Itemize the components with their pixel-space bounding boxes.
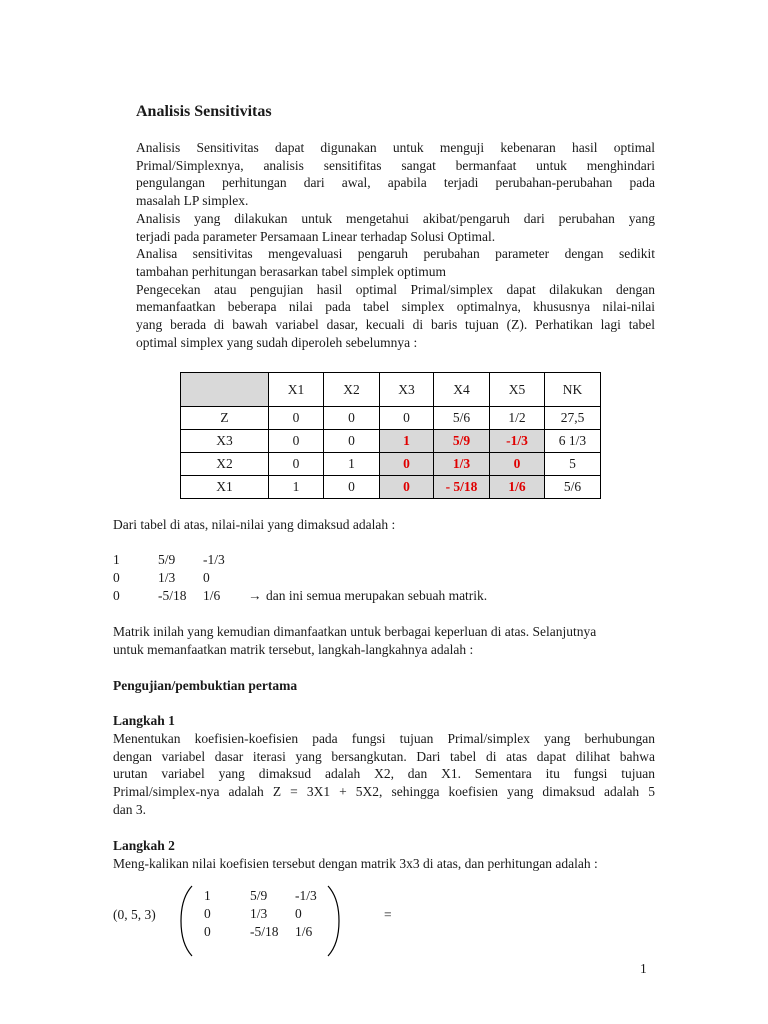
matrix-cell: 1/6: [203, 588, 221, 603]
matrix-cell: -1/3: [295, 888, 317, 903]
table-header-cell: NK: [545, 373, 601, 407]
matrix-cell: 0: [204, 924, 211, 939]
table-cell: 0: [324, 407, 380, 430]
table-cell: 6 1/3: [545, 430, 601, 453]
text-line: Analisis Sensitivitas dapat digunakan untuk menguji kebenaran hasil optimal: [136, 140, 655, 155]
text-line: Pengecekan atau pengujian hasil optimal Primal/simplex dapat dilakukan dengan: [136, 281, 655, 297]
table-cell: 0: [380, 407, 434, 430]
text-line: dan 3.: [113, 801, 146, 817]
text-line: terjadi pada parameter Persamaan Linear terhadap Solusi Optimal.: [136, 228, 496, 244]
left-parenthesis-icon: [178, 884, 196, 958]
table-cell-highlighted: -1/3: [490, 430, 545, 453]
matrix-cell: 0: [203, 570, 210, 585]
matrix-cell: 1/3: [250, 906, 268, 921]
matrix-cell: 1/6: [295, 924, 313, 939]
table-cell-highlighted: 5/9: [434, 430, 490, 453]
table-cell: 5/6: [434, 407, 490, 430]
arrow-icon: →: [248, 588, 262, 603]
table-cell: 0: [324, 430, 380, 453]
table-cell: 0: [269, 430, 324, 453]
table-header-cell: [181, 373, 269, 407]
table-cell: 5: [545, 453, 601, 476]
text-line: urutan variabel yang dimaksud adalah X2, dan X1. Sementara itu fungsi tujuan: [113, 766, 655, 782]
text-line: masalah LP simplex.: [136, 193, 249, 209]
step2-text: Meng-kalikan nilai koefisien tersebut dengan matrik 3x3 di atas, dan perhitungan adalah :: [113, 856, 598, 871]
table-cell-highlighted: 1/6: [490, 476, 545, 499]
text-line: Analisis yang dilakukan untuk mengetahui akibat/pengaruh dari perubahan yang: [136, 210, 655, 226]
table-cell: X1: [181, 476, 269, 499]
table-row: [181, 407, 601, 430]
step1-paragraph: [113, 730, 655, 819]
after-table-text: Dari tabel di atas, nilai-nilai yang dimaksud adalah :: [113, 517, 396, 532]
table-header-cell: X2: [324, 373, 380, 407]
table-row: [181, 430, 601, 453]
equals-sign: =: [384, 907, 392, 922]
text-line: yang berada di bawah variabel dasar, kecuali di baris tujuan (Z). Perhatikan lagi tabel: [136, 317, 655, 333]
text-line: pengulangan perhitungan dari awal, apabila terjadi perubahan-perubahan pada: [136, 175, 655, 191]
table-cell: 1: [269, 476, 324, 499]
table-cell: 1: [324, 453, 380, 476]
matrix-cell: 5/9: [250, 888, 268, 903]
table-header-cell: X4: [434, 373, 490, 407]
table-cell: 5/6: [545, 476, 601, 499]
simplex-table: [180, 372, 601, 499]
table-row: [181, 476, 601, 499]
table-cell-highlighted: 0: [490, 453, 545, 476]
table-cell: 1/2: [490, 407, 545, 430]
step1-heading: Langkah 1: [113, 713, 175, 728]
matrix-cell: 0: [113, 570, 120, 585]
text-line: Primal/simplex-nya adalah Z = 3X1 + 5X2, sehingga koefisien yang dimaksud adalah 5: [113, 784, 655, 800]
intro-paragraph: [136, 139, 655, 351]
text-line: untuk memanfaatkan matrik tersebut, langkah-langkahnya adalah :: [113, 641, 474, 657]
table-row: [181, 453, 601, 476]
text-line: tambahan perhitungan berasarkan tabel simplek optimum: [136, 263, 447, 279]
matrix-cell: 0: [113, 588, 120, 603]
page-number: 1: [640, 961, 647, 976]
step2-heading: Langkah 2: [113, 838, 175, 853]
matrix-cell: -5/18: [250, 924, 279, 939]
table-cell: Z: [181, 407, 269, 430]
text-line: Menentukan koefisien-koefisien pada fungsi tujuan Primal/simplex yang berhubungan: [113, 731, 655, 746]
right-parenthesis-icon: [324, 884, 342, 958]
matrix-note: dan ini semua merupakan sebuah matrik.: [266, 588, 488, 603]
matrix-cell: 0: [204, 906, 211, 921]
table-header-cell: X3: [380, 373, 434, 407]
table-cell: 0: [269, 453, 324, 476]
table-cell-highlighted: 1: [380, 430, 434, 453]
matrix-cell: 5/9: [158, 552, 176, 567]
text-line: Primal/Simplexnya, analisis sensitifitas sangat bermanfaat untuk menghindari: [136, 157, 655, 173]
text-line: dengan variabel dasar iterasi yang bersangkutan. Dari tabel di atas dapat dilihat bahwa: [113, 748, 655, 764]
text-line: optimal simplex yang sudah diperoleh sebelumnya :: [136, 334, 418, 350]
table-cell: X2: [181, 453, 269, 476]
section-heading: Pengujian/pembuktian pertama: [113, 678, 298, 693]
matrix-cell: 0: [295, 906, 302, 921]
table-cell-highlighted: 0: [380, 453, 434, 476]
matrix-cell: -5/18: [158, 588, 187, 603]
table-header-row: [181, 373, 601, 407]
text-line: Matrik inilah yang kemudian dimanfaatkan untuk berbagai keperluan di atas. Selanjutnya: [113, 624, 597, 639]
table-header-cell: X1: [269, 373, 324, 407]
table-cell-highlighted: 1/3: [434, 453, 490, 476]
matrix-cell: 1: [113, 552, 120, 567]
matrix-cell: 1/3: [158, 570, 176, 585]
coefficient-vector: (0, 5, 3): [113, 907, 156, 922]
table-header-cell: X5: [490, 373, 545, 407]
table-cell: 0: [324, 476, 380, 499]
text-line: memanfaatkan beberapa nilai pada tabel simplex optimalnya, khususnya nilai-nilai: [136, 299, 655, 315]
matrix-cell: -1/3: [203, 552, 225, 567]
table-cell: X3: [181, 430, 269, 453]
text-line: Analisa sensitivitas mengevaluasi pengaruh perubahan parameter dengan sedikit: [136, 246, 655, 262]
table-cell-highlighted: - 5/18: [434, 476, 490, 499]
table-cell: 0: [269, 407, 324, 430]
matrix-paragraph: [113, 623, 596, 658]
table-cell: 27,5: [545, 407, 601, 430]
matrix-cell: 1: [204, 888, 211, 903]
page-title: Analisis Sensitivitas: [136, 103, 272, 120]
table-cell-highlighted: 0: [380, 476, 434, 499]
